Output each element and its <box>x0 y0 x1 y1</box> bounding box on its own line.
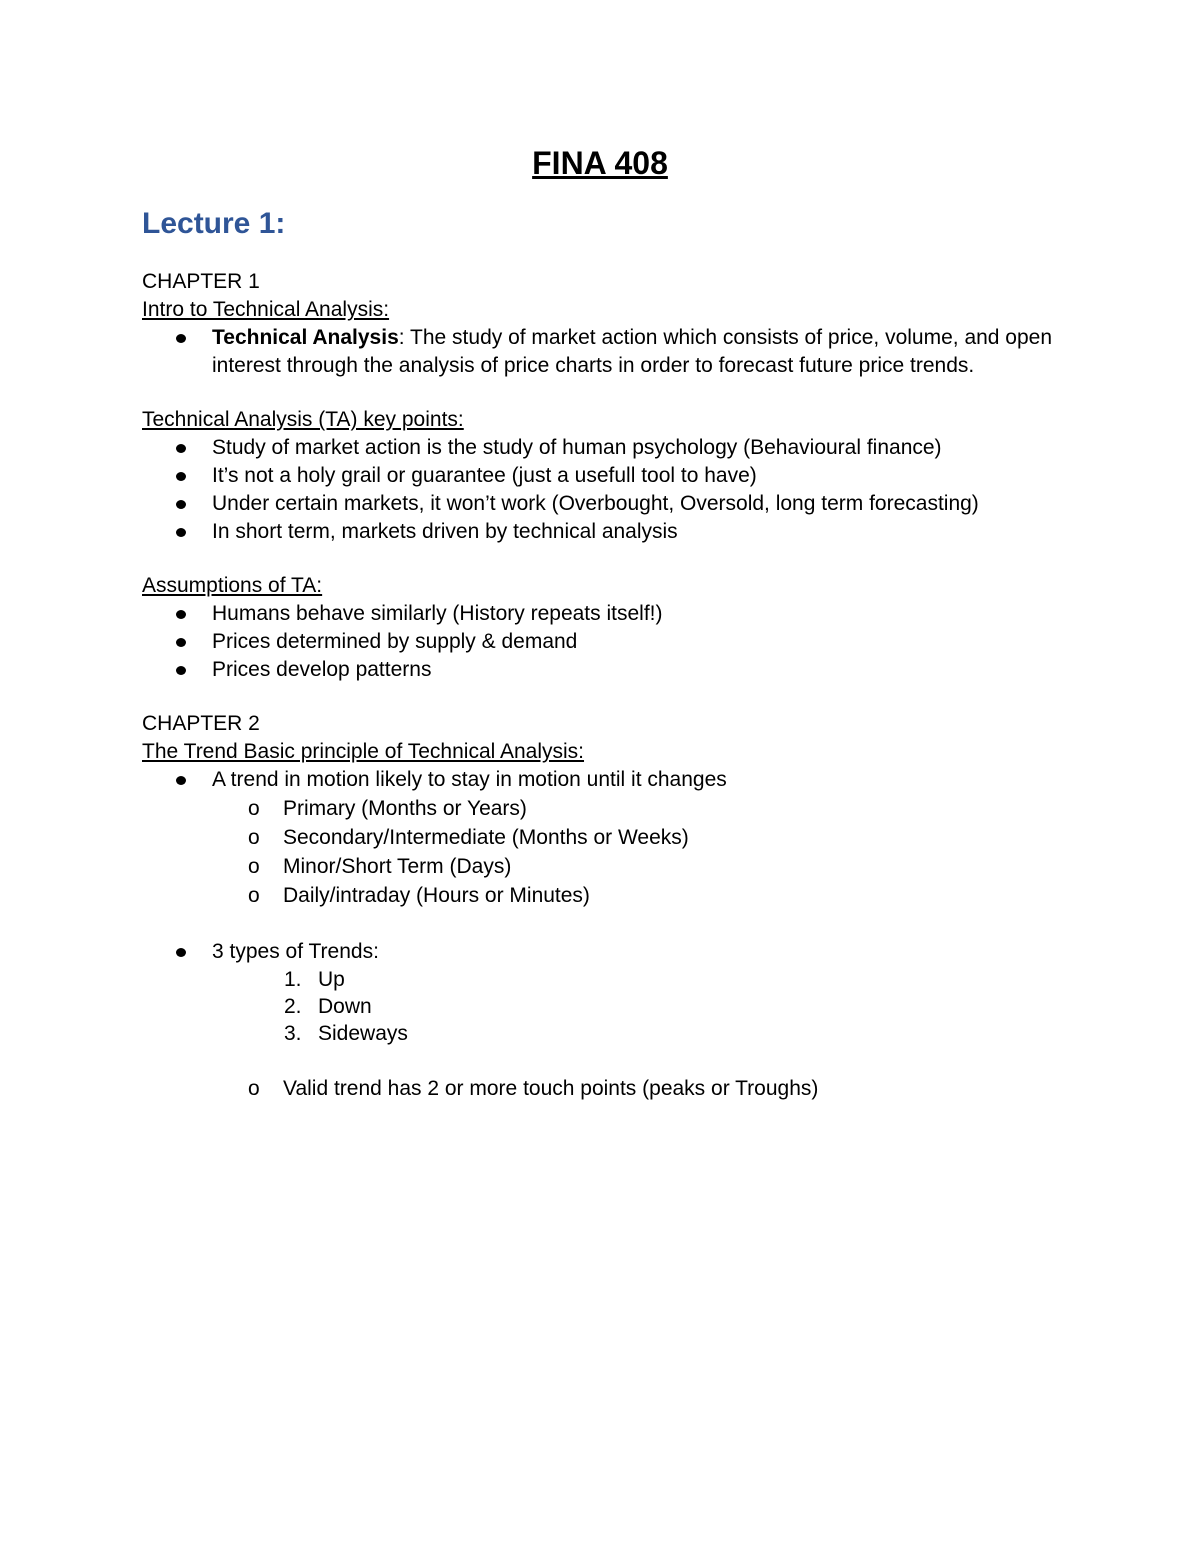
document-body <box>142 268 1062 1103</box>
list-item: Prices determined by supply & demand <box>142 628 1062 656</box>
list-item: It’s not a holy grail or guarantee (just a usefull tool to have) <box>142 462 1062 490</box>
bullet-dot <box>176 444 186 453</box>
bullet-dot <box>176 334 186 343</box>
list-item: 3 types of Trends: <box>142 938 1062 966</box>
numbered-item: 1. Up <box>284 968 345 991</box>
circle-bullet-icon: o <box>248 797 260 820</box>
definition-term: Technical Analysis <box>212 326 399 349</box>
bullet-dot <box>176 666 186 675</box>
sub-list-item: o Valid trend has 2 or more touch points (peaks or Troughs) <box>142 1074 1062 1103</box>
chapter-2-label: CHAPTER 2 <box>142 712 260 735</box>
list-item: Under certain markets, it won’t work (Overbought, Oversold, long term forecasting) <box>142 490 1062 518</box>
numbered-item: 2. Down <box>284 995 372 1018</box>
bullet-dot <box>176 610 186 619</box>
circle-bullet-icon: o <box>248 884 260 907</box>
chapter-1-label: CHAPTER 1 <box>142 270 260 293</box>
bullet-dot <box>176 472 186 481</box>
sub-list-item: o Minor/Short Term (Days) <box>142 852 1062 881</box>
circle-bullet-icon: o <box>248 855 260 878</box>
definition-bullet <box>142 324 1062 380</box>
intro-heading: Intro to Technical Analysis: <box>142 298 390 321</box>
bullet-dot <box>176 948 186 957</box>
sub-list-item: o Daily/intraday (Hours or Minutes) <box>142 881 1062 910</box>
sub-list-item: o Secondary/Intermediate (Months or Weeks) <box>142 823 1062 852</box>
list-item: Prices develop patterns <box>142 656 1062 684</box>
circle-bullet-icon: o <box>248 826 260 849</box>
bullet-dot <box>176 528 186 537</box>
lecture-heading: Lecture 1: <box>142 207 286 240</box>
assumptions-heading: Assumptions of TA: <box>142 574 323 597</box>
definition-text: : The study of market action which consists of price, volume, and open interest through the analysis of price charts in order to forecast future price trends. <box>212 326 1053 377</box>
bullet-dot <box>176 638 186 647</box>
bullet-dot <box>176 776 186 785</box>
list-item: In short term, markets driven by technical analysis <box>142 518 1062 546</box>
document-title: FINA 408 <box>532 145 668 181</box>
numbered-item: 3. Sideways <box>284 1022 408 1045</box>
keypoints-heading: Technical Analysis (TA) key points: <box>142 408 464 431</box>
trend-heading: The Trend Basic principle of Technical Analysis: <box>142 740 585 763</box>
sub-list-item: o Primary (Months or Years) <box>142 794 1062 823</box>
list-item: A trend in motion likely to stay in motion until it changes <box>142 766 1062 794</box>
list-item: Study of market action is the study of human psychology (Behavioural finance) <box>142 434 1062 462</box>
bullet-dot <box>176 500 186 509</box>
circle-bullet-icon: o <box>248 1077 260 1100</box>
list-item: Humans behave similarly (History repeats itself!) <box>142 600 1062 628</box>
